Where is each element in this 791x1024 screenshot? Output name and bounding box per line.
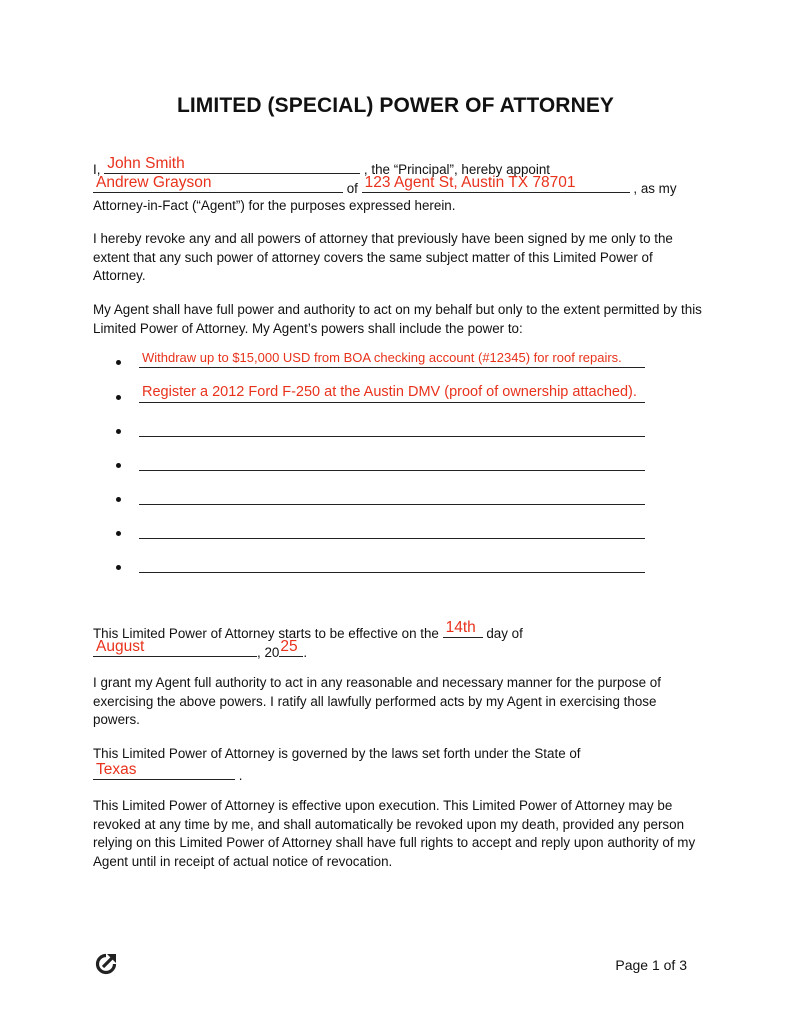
agent-name-value: Andrew Grayson (96, 174, 212, 191)
power-underline (139, 572, 645, 573)
principal-name-value: John Smith (107, 155, 185, 172)
power-item-5[interactable] (116, 492, 656, 512)
page-number: Page 1 of 3 (615, 957, 687, 973)
agent-address-value: 123 Agent St, Austin TX 78701 (364, 174, 576, 191)
effective-month-field[interactable] (93, 638, 257, 657)
year-suffix: . (303, 645, 308, 660)
effective-month-line (93, 638, 308, 662)
bullet-icon (116, 463, 121, 468)
effective-year-value: 25 (280, 638, 298, 655)
power-underline (139, 504, 645, 505)
bullet-icon (116, 497, 121, 502)
principal-prefix: I, (93, 162, 101, 177)
agent-suffix: , as my (633, 181, 677, 196)
power-underline (139, 367, 645, 368)
agent-name-field[interactable] (93, 174, 343, 193)
state-suffix: . (238, 768, 243, 783)
power-item-7[interactable] (116, 560, 656, 580)
agent-purpose-line: Attorney-in-Fact (“Agent”) for the purposes expressed herein. (93, 198, 456, 213)
power-underline (139, 436, 645, 437)
power-underline (139, 402, 645, 403)
refresh-arrow-logo-icon (94, 952, 118, 976)
power-item-4[interactable] (116, 458, 656, 478)
bullet-icon (116, 429, 121, 434)
document-title: LIMITED (SPECIAL) POWER OF ATTORNEY (176, 94, 615, 117)
power-item-3[interactable] (116, 424, 656, 444)
governed-state-line (93, 761, 243, 785)
agent-line (93, 174, 677, 198)
principal-name-field[interactable] (104, 155, 360, 174)
effective-prefix: This Limited Power of Attorney starts to be effective on the (93, 626, 439, 641)
governed-line: This Limited Power of Attorney is governed by the laws set forth under the State of (93, 746, 581, 761)
year-prefix: , 20 (257, 645, 280, 660)
powers-paragraph: My Agent shall have full power and authority to act on my behalf but only to the extent permitted by this Limited Power of Attorney. My Agent’s powers shall include the power to: (93, 302, 702, 336)
execution-paragraph: This Limited Power of Attorney is effective upon execution. This Limited Power of Attorney may be revoked at any time by me, and shall automatically be revoked upon my death, provided any person relying on this Limited Power of Attorney shall have full rights to accept and reply upon authority of my Agent until in receipt of actual notice of revocation. (93, 798, 696, 869)
effective-line (93, 619, 523, 643)
bullet-icon (116, 360, 121, 365)
bullet-icon (116, 531, 121, 536)
agent-address-field[interactable] (362, 174, 630, 193)
state-value: Texas (96, 761, 137, 778)
power-text: Register a 2012 Ford F-250 at the Austin DMV (proof of ownership attached). (142, 384, 637, 400)
grant-paragraph: I grant my Agent full authority to act in any reasonable and necessary manner for the purpose of exercising the above powers. I ratify all lawfully performed acts by my Agent in exercising those powers. (93, 675, 661, 728)
power-underline (139, 538, 645, 539)
agent-of-label: of (346, 181, 358, 196)
effective-day-field[interactable] (443, 619, 483, 638)
bullet-icon (116, 395, 121, 400)
power-item-2[interactable] (116, 384, 656, 410)
revoke-paragraph: I hereby revoke any and all powers of attorney that previously have been signed by me only to the extent that any such power of attorney covers the same subject matter of this Limited Power of Attorney. (93, 231, 673, 284)
effective-year-field[interactable] (279, 638, 303, 657)
effective-month-value: August (96, 638, 145, 655)
principal-suffix: , the “Principal”, hereby appoint (363, 162, 551, 177)
effective-day-value: 14th (445, 619, 476, 636)
power-item-6[interactable] (116, 526, 656, 546)
effective-day-suffix: day of (486, 626, 523, 641)
power-item-1[interactable] (116, 350, 656, 375)
power-text: Withdraw up to $15,000 USD from BOA checking account (#12345) for roof repairs. (142, 350, 622, 365)
power-underline (139, 470, 645, 471)
state-field[interactable] (93, 761, 235, 780)
bullet-icon (116, 565, 121, 570)
